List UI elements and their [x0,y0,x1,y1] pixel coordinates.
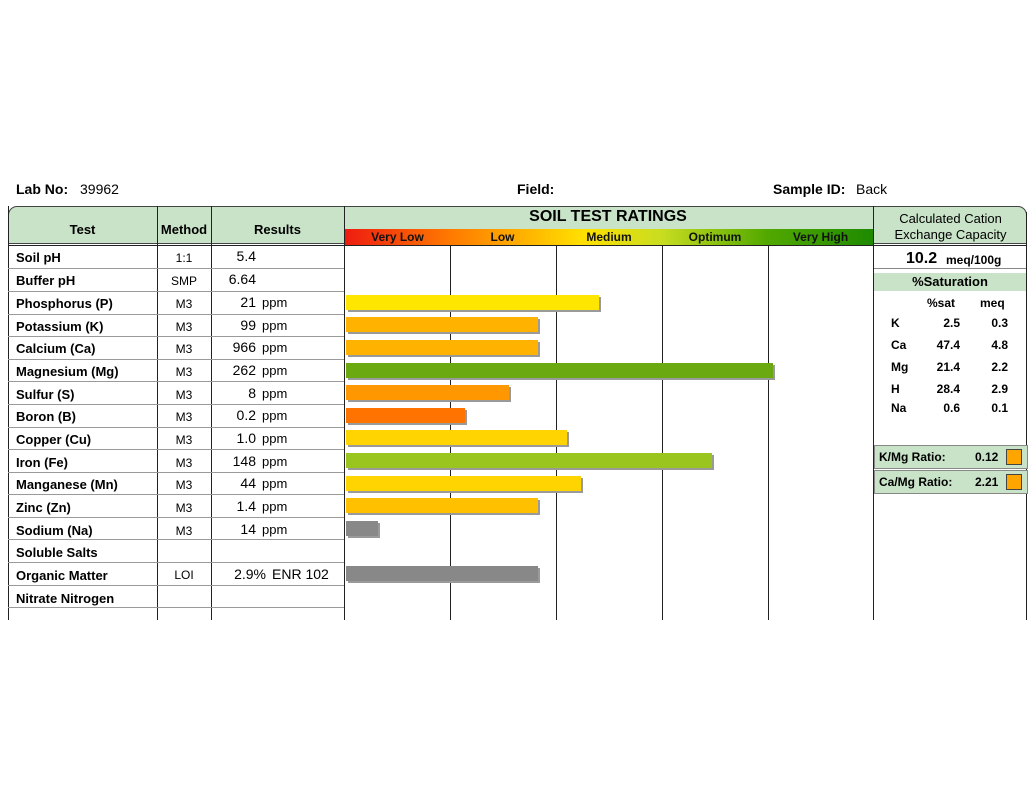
ion-sat: 0.6 [943,401,960,415]
row-result [212,543,344,559]
rating-bar [346,476,581,491]
row-result-unit: ppm [262,499,288,514]
row-result [212,453,344,469]
ion-label: Ca [891,338,907,352]
row-result [212,294,344,310]
row-method: M3 [175,410,193,424]
ion-meq: 2.2 [991,360,1008,374]
row-result-unit: ppm [262,386,288,401]
row-result [212,430,344,446]
ratio-value: 0.12 [975,450,999,464]
ion-meq: 2.9 [991,382,1008,396]
row-result-value: 2.9% [234,566,266,582]
row-result-value: 148 [232,453,256,469]
row-label: Phosphorus (P) [16,296,113,311]
row-method: M3 [175,365,193,379]
row-result [212,407,344,423]
row-label: Potassium (K) [16,319,104,334]
meq-col-header: meq [980,296,1005,310]
field-label: Field: [517,181,555,197]
rating-bar [346,453,712,468]
row-result [212,475,344,491]
row-label: Soluble Salts [16,545,98,560]
row-label: Manganese (Mn) [16,477,118,492]
rating-bar [346,295,599,310]
band-very-low: Very Low [371,230,424,244]
lab-no-label: Lab No: [16,181,69,197]
row-result-unit: ppm [262,363,288,378]
row-divider [8,359,344,360]
row-divider [8,427,344,428]
ion-sat: 21.4 [936,360,960,374]
row-result [212,248,344,264]
row-result [212,521,344,537]
row-result-value: 1.0 [236,430,256,446]
ratio-box-camg [874,470,1028,494]
cec-title-2: Exchange Capacity [894,227,1007,242]
sample-id-label: Sample ID: [773,181,846,197]
row-divider [8,585,344,586]
row-method: LOI [174,568,194,582]
row-divider [8,404,344,405]
rating-bar [346,498,538,513]
row-result [212,271,344,287]
ratio-value: 2.21 [975,475,999,489]
rating-bar [346,385,509,400]
row-divider [8,517,344,518]
ion-label: H [891,382,900,396]
row-method: M3 [175,297,193,311]
row-divider [8,494,344,495]
row-divider [8,539,344,540]
band-very-high: Very High [792,230,849,244]
ion-meq: 0.3 [991,316,1008,330]
sample-id-value: Back [856,181,888,197]
row-divider [8,381,344,382]
rule-right [1026,212,1027,620]
rule-band-4 [768,245,769,620]
row-divider [8,336,344,337]
row-result [212,498,344,514]
rating-bar [346,340,538,355]
ratio-label: K/Mg Ratio: [879,450,946,464]
row-label: Sulfur (S) [16,387,75,402]
row-result-unit: ppm [262,318,288,333]
row-method: M3 [175,501,193,515]
sat-col-header: %sat [927,296,956,310]
row-result-value: 966 [232,339,256,355]
row-divider [8,449,344,450]
band-medium: Medium [586,230,632,244]
band-optimum: Optimum [688,230,742,244]
row-label: Calcium (Ca) [16,341,96,356]
saturation-title: %Saturation [874,273,1026,291]
ratings-title: SOIL TEST RATINGS [529,208,687,225]
col-title-method: Method [160,222,208,237]
row-result [212,566,344,582]
row-result-unit: ENR 102 [272,566,329,582]
ion-meq: 0.1 [991,401,1008,415]
ion-sat: 47.4 [936,338,960,352]
row-result-value: 5.4 [236,248,256,264]
row-label: Iron (Fe) [16,455,68,470]
row-result-unit: ppm [262,454,288,469]
cec-title-1: Calculated Cation [899,211,1002,226]
row-divider [8,607,344,608]
row-label: Sodium (Na) [16,523,93,538]
row-method: M3 [175,433,193,447]
row-label: Zinc (Zn) [16,500,71,515]
cec-divider [874,268,1026,269]
ratio-label: Ca/Mg Ratio: [879,475,953,489]
row-method: SMP [170,274,197,288]
row-result-unit: ppm [262,340,288,355]
row-label: Boron (B) [16,409,76,424]
row-method: M3 [175,342,193,356]
ion-label: K [891,316,900,330]
col-title-results: Results [254,222,301,237]
row-result-unit: ppm [262,522,288,537]
row-label: Soil pH [16,250,61,265]
row-result-unit: ppm [262,431,288,446]
row-result-value: 14 [240,521,256,537]
ion-sat: 28.4 [936,382,960,396]
row-result-unit: ppm [262,408,288,423]
rule-ratings [344,206,345,620]
cec-unit: meq/100g [946,253,1002,267]
ion-label: Mg [891,360,909,374]
row-result [212,317,344,333]
row-method: M3 [175,320,193,334]
rule-header-bottom [8,245,1027,246]
row-label: Nitrate Nitrogen [16,591,115,606]
band-low: Low [490,230,515,244]
ion-sat: 2.5 [943,316,960,330]
row-divider [8,562,344,563]
row-result [212,385,344,401]
row-divider [8,291,344,292]
row-result-value: 21 [240,294,256,310]
row-result-value: 6.64 [228,271,256,287]
row-label: Magnesium (Mg) [16,364,119,379]
row-label: Organic Matter [16,568,108,583]
lab-no-value: 39962 [80,181,119,197]
row-method: M3 [175,388,193,402]
col-title-test: Test [69,222,96,237]
row-result-value: 262 [232,362,256,378]
row-method: M3 [175,478,193,492]
row-result-value: 99 [240,317,256,333]
rating-bar [346,430,567,445]
rule-band-3 [662,245,663,620]
rating-bar [346,408,465,423]
ratio-indicator [1006,449,1022,465]
ion-meq: 4.8 [991,338,1008,352]
row-result [212,362,344,378]
rating-bar [346,566,538,581]
row-divider [8,268,344,269]
row-method: M3 [175,524,193,538]
row-result-value: 1.4 [236,498,256,514]
row-result-unit: ppm [262,295,288,310]
ratio-box-kmg [874,445,1028,469]
rating-bar [346,317,538,332]
row-result [212,589,344,605]
cec-value: 10.2 [906,250,938,267]
row-result [212,339,344,355]
rating-bar [346,521,378,536]
row-result-value: 8 [248,385,256,401]
row-divider [8,314,344,315]
rating-bar [346,363,773,378]
ratio-indicator [1006,474,1022,490]
row-divider [8,472,344,473]
row-method: M3 [175,456,193,470]
row-result-value: 44 [240,475,256,491]
row-result-value: 0.2 [236,407,256,423]
row-label: Copper (Cu) [16,432,92,447]
row-result-unit: ppm [262,476,288,491]
row-method: 1:1 [175,251,193,265]
ion-label: Na [891,401,907,415]
row-label: Buffer pH [16,273,76,288]
